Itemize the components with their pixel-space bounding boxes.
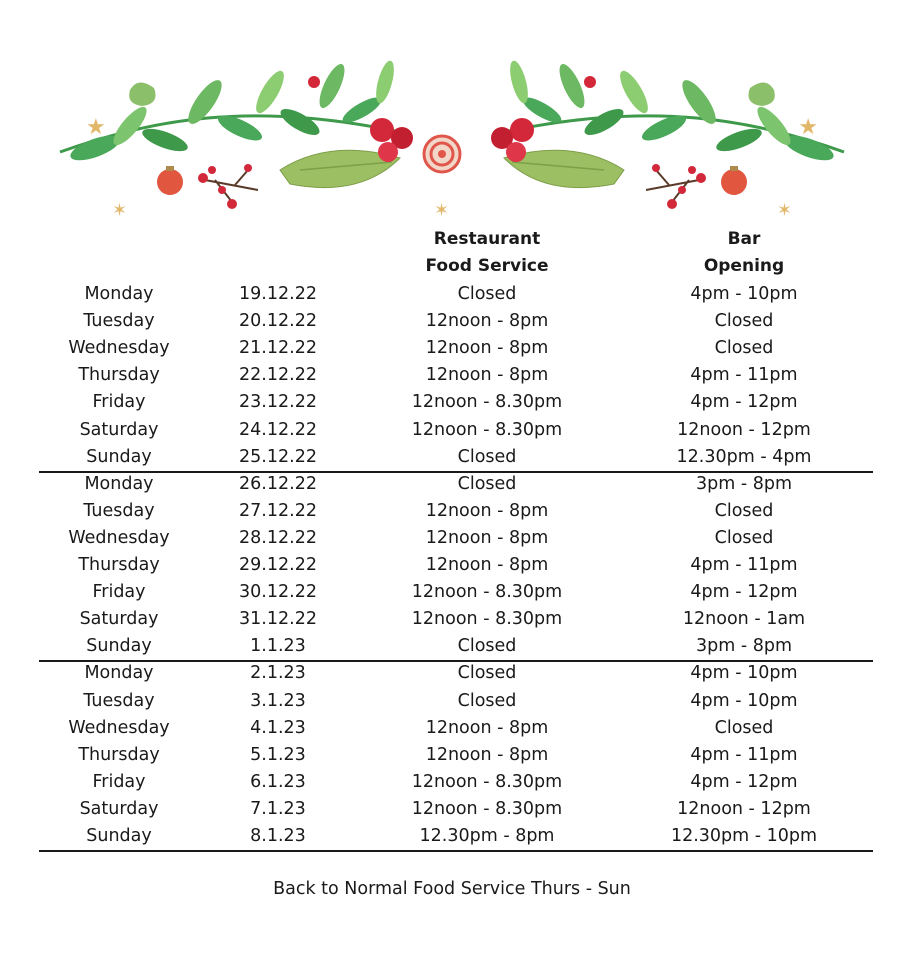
day-cell: Friday: [92, 582, 146, 603]
date-cell: 27.12.22: [239, 500, 317, 521]
bar-hours-cell: 12.30pm - 4pm: [676, 446, 812, 467]
restaurant-hours-cell: 12noon - 8pm: [425, 527, 549, 548]
bar-header-line2: Opening: [703, 256, 785, 276]
svg-text:★: ★: [86, 115, 106, 140]
date-cell: 8.1.23: [250, 826, 306, 846]
bar-hours-cell: Closed: [714, 338, 774, 359]
date-cell: 29.12.22: [239, 555, 317, 575]
day-cell: Sunday: [86, 636, 152, 657]
restaurant-hours-cell: 12noon - 8pm: [425, 500, 549, 521]
day-cell: Tuesday: [83, 311, 155, 332]
bar-hours-cell: 3pm - 8pm: [695, 636, 793, 657]
restaurant-hours-cell: 12noon - 8.30pm: [411, 771, 563, 792]
bar-hours-cell: Closed: [714, 311, 774, 332]
table-row: [0, 796, 904, 823]
table-row: [0, 823, 904, 850]
day-cell: Wednesday: [68, 527, 170, 548]
table-row: [0, 335, 904, 362]
restaurant-header: [390, 226, 584, 280]
bar-header: [640, 226, 848, 280]
day-cell: Sunday: [86, 826, 152, 846]
date-cell: 26.12.22: [239, 473, 317, 494]
table-row: [0, 362, 904, 389]
bar-hours-cell: 4pm - 12pm: [690, 771, 798, 792]
svg-text:✶: ✶: [112, 200, 128, 221]
date-cell: 24.12.22: [239, 419, 317, 440]
day-cell: Friday: [92, 392, 146, 413]
bar-hours-cell: Closed: [714, 717, 774, 738]
bar-hours-cell: 4pm - 10pm: [690, 284, 798, 304]
bar-header-line1: Bar: [727, 229, 761, 249]
day-cell: Monday: [84, 473, 154, 494]
day-cell: Tuesday: [83, 690, 155, 711]
bar-hours-cell: 4pm - 11pm: [690, 744, 798, 765]
bar-hours-cell: 12noon - 12pm: [677, 798, 811, 819]
date-cell: 25.12.22: [239, 446, 317, 467]
table-row: [0, 688, 904, 715]
table-row: [0, 715, 904, 742]
restaurant-hours-cell: 12noon - 8pm: [425, 555, 549, 575]
date-cell: 2.1.23: [250, 663, 306, 684]
bar-hours-cell: 4pm - 11pm: [690, 365, 798, 386]
day-cell: Monday: [84, 663, 154, 684]
restaurant-header-line2: Food Service: [425, 256, 549, 276]
restaurant-hours-cell: 12noon - 8.30pm: [411, 419, 563, 440]
restaurant-header-line1: Restaurant: [433, 229, 541, 249]
restaurant-hours-cell: Closed: [457, 690, 517, 711]
table-row: [0, 471, 904, 498]
christmas-garland-icon: [0, 30, 904, 221]
date-cell: 31.12.22: [239, 609, 317, 630]
bar-hours-cell: Closed: [714, 527, 774, 548]
day-cell: Friday: [92, 771, 146, 792]
table-row: [0, 769, 904, 796]
table-row: [0, 389, 904, 416]
restaurant-hours-cell: 12noon - 8pm: [425, 365, 549, 386]
date-cell: 20.12.22: [239, 311, 317, 332]
table-row: [0, 444, 904, 471]
day-cell: Thursday: [78, 744, 160, 765]
bar-hours-cell: Closed: [714, 500, 774, 521]
bar-hours-cell: 4pm - 12pm: [690, 392, 798, 413]
restaurant-hours-cell: 12noon - 8pm: [425, 311, 549, 332]
day-cell: Monday: [84, 284, 154, 304]
day-cell: Wednesday: [68, 338, 170, 359]
table-row: [0, 281, 904, 308]
day-cell: Tuesday: [83, 500, 155, 521]
restaurant-hours-cell: Closed: [457, 473, 517, 494]
table-row: [0, 742, 904, 769]
date-cell: 30.12.22: [239, 582, 317, 603]
restaurant-hours-cell: 12noon - 8pm: [425, 717, 549, 738]
restaurant-hours-cell: 12noon - 8.30pm: [411, 609, 563, 630]
date-cell: 5.1.23: [250, 744, 306, 765]
bar-hours-cell: 3pm - 8pm: [695, 473, 793, 494]
date-cell: 28.12.22: [239, 527, 317, 548]
table-row: [0, 525, 904, 552]
restaurant-hours-cell: Closed: [457, 284, 517, 304]
day-cell: Saturday: [79, 609, 159, 630]
bar-hours-cell: 4pm - 11pm: [690, 555, 798, 575]
date-cell: 4.1.23: [250, 717, 306, 738]
svg-text:✶: ✶: [434, 200, 450, 221]
date-cell: 22.12.22: [239, 365, 317, 386]
date-cell: 7.1.23: [250, 798, 306, 819]
day-cell: Thursday: [78, 555, 160, 575]
restaurant-hours-cell: 12noon - 8.30pm: [411, 798, 563, 819]
table-row: [0, 633, 904, 660]
table-row: [0, 579, 904, 606]
bar-hours-cell: 4pm - 10pm: [690, 663, 798, 684]
table-row: [0, 417, 904, 444]
date-cell: 1.1.23: [250, 636, 306, 657]
date-cell: 3.1.23: [250, 690, 306, 711]
restaurant-hours-cell: Closed: [457, 663, 517, 684]
table-row: [0, 308, 904, 335]
date-cell: 23.12.22: [239, 392, 317, 413]
day-cell: Sunday: [86, 446, 152, 467]
restaurant-hours-cell: 12noon - 8.30pm: [411, 392, 563, 413]
table-row: [0, 606, 904, 633]
date-cell: 19.12.22: [239, 284, 317, 304]
restaurant-hours-cell: 12noon - 8.30pm: [411, 582, 563, 603]
bar-hours-cell: 12noon - 12pm: [677, 419, 811, 440]
day-cell: Saturday: [79, 419, 159, 440]
day-cell: Saturday: [79, 798, 159, 819]
bar-hours-cell: 4pm - 10pm: [690, 690, 798, 711]
day-cell: Thursday: [78, 365, 160, 386]
table-row: [0, 552, 904, 579]
restaurant-hours-cell: Closed: [457, 446, 517, 467]
date-cell: 6.1.23: [250, 771, 306, 792]
restaurant-hours-cell: 12noon - 8pm: [425, 744, 549, 765]
restaurant-hours-cell: 12.30pm - 8pm: [419, 826, 555, 846]
footer-note: Back to Normal Food Service Thurs - Sun: [273, 879, 631, 899]
bar-hours-cell: 12noon - 1am: [682, 609, 806, 630]
table-row: [0, 498, 904, 525]
restaurant-hours-cell: 12noon - 8pm: [425, 338, 549, 359]
day-cell: Wednesday: [68, 717, 170, 738]
restaurant-hours-cell: Closed: [457, 636, 517, 657]
bar-hours-cell: 12.30pm - 10pm: [670, 826, 818, 846]
date-cell: 21.12.22: [239, 338, 317, 359]
week-divider: [39, 850, 873, 852]
table-row: [0, 660, 904, 687]
bar-hours-cell: 4pm - 12pm: [690, 582, 798, 603]
